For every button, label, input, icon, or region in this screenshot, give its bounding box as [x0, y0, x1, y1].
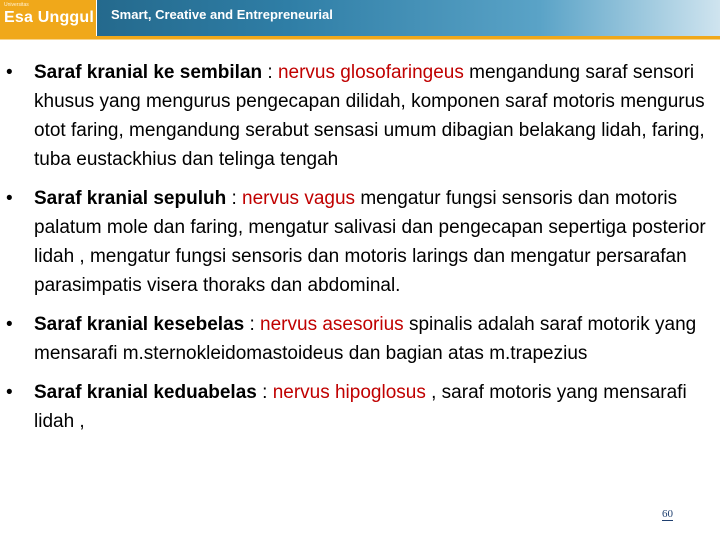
bullet-separator: :	[256, 382, 273, 403]
list-item	[0, 310, 720, 368]
nerve-name: nervus glosofaringeus	[277, 62, 464, 83]
bullet-text: mengandung saraf sensori khusus yang mengurus pengecapan dilidah, komponen saraf motoris mengurus otot faring, mengandung serabut sensasi umum dibagian belakang lidah, faring, tuba eustackhius dan telinga tengah	[34, 62, 705, 170]
bullet-text: mengatur fungsi sensoris dan motoris palatum mole dan faring, mengatur salivasi dan pengecapan sepertiga posterior lidah , mengatur fungsi sensoris dan motoris larings dan mengatur persarafan parasimpatis visera thoraks dan abdominal.	[34, 188, 706, 296]
bullet-separator: :	[244, 314, 261, 335]
list-item	[0, 184, 720, 300]
bullet-icon: •	[6, 314, 13, 335]
bullet-list	[0, 58, 720, 446]
bullet-separator: :	[262, 62, 278, 83]
bullet-text: , saraf motoris yang mensarafi lidah ,	[34, 382, 687, 432]
slide-content	[0, 42, 720, 540]
bullet-icon: •	[6, 382, 13, 403]
logo-text: Esa Unggul	[4, 9, 95, 26]
university-logo	[0, 0, 97, 36]
nerve-name: nervus vagus	[242, 188, 356, 209]
list-item	[0, 58, 720, 174]
bullet-separator: :	[226, 188, 243, 209]
header-tagline: Smart, Creative and Entrepreneurial	[111, 7, 333, 22]
bullet-icon: •	[6, 62, 13, 83]
bullet-term: Saraf kranial kesebelas	[34, 314, 245, 335]
list-item	[0, 378, 720, 436]
page-number: 60	[662, 508, 673, 520]
bullet-term: Saraf kranial ke sembilan	[34, 62, 263, 83]
bullet-icon: •	[6, 188, 13, 209]
nerve-name: nervus hipoglosus	[272, 382, 426, 403]
nerve-name: nervus asesorius	[260, 314, 404, 335]
bullet-text: spinalis adalah saraf motorik yang mensarafi m.sternokleidomastoideus dan bagian atas m.trapezius	[34, 314, 697, 364]
slide-header	[0, 0, 720, 36]
bullet-term: Saraf kranial keduabelas	[34, 382, 257, 403]
logo-caption: Universitas	[4, 2, 29, 8]
bullet-term: Saraf kranial sepuluh	[34, 188, 227, 209]
